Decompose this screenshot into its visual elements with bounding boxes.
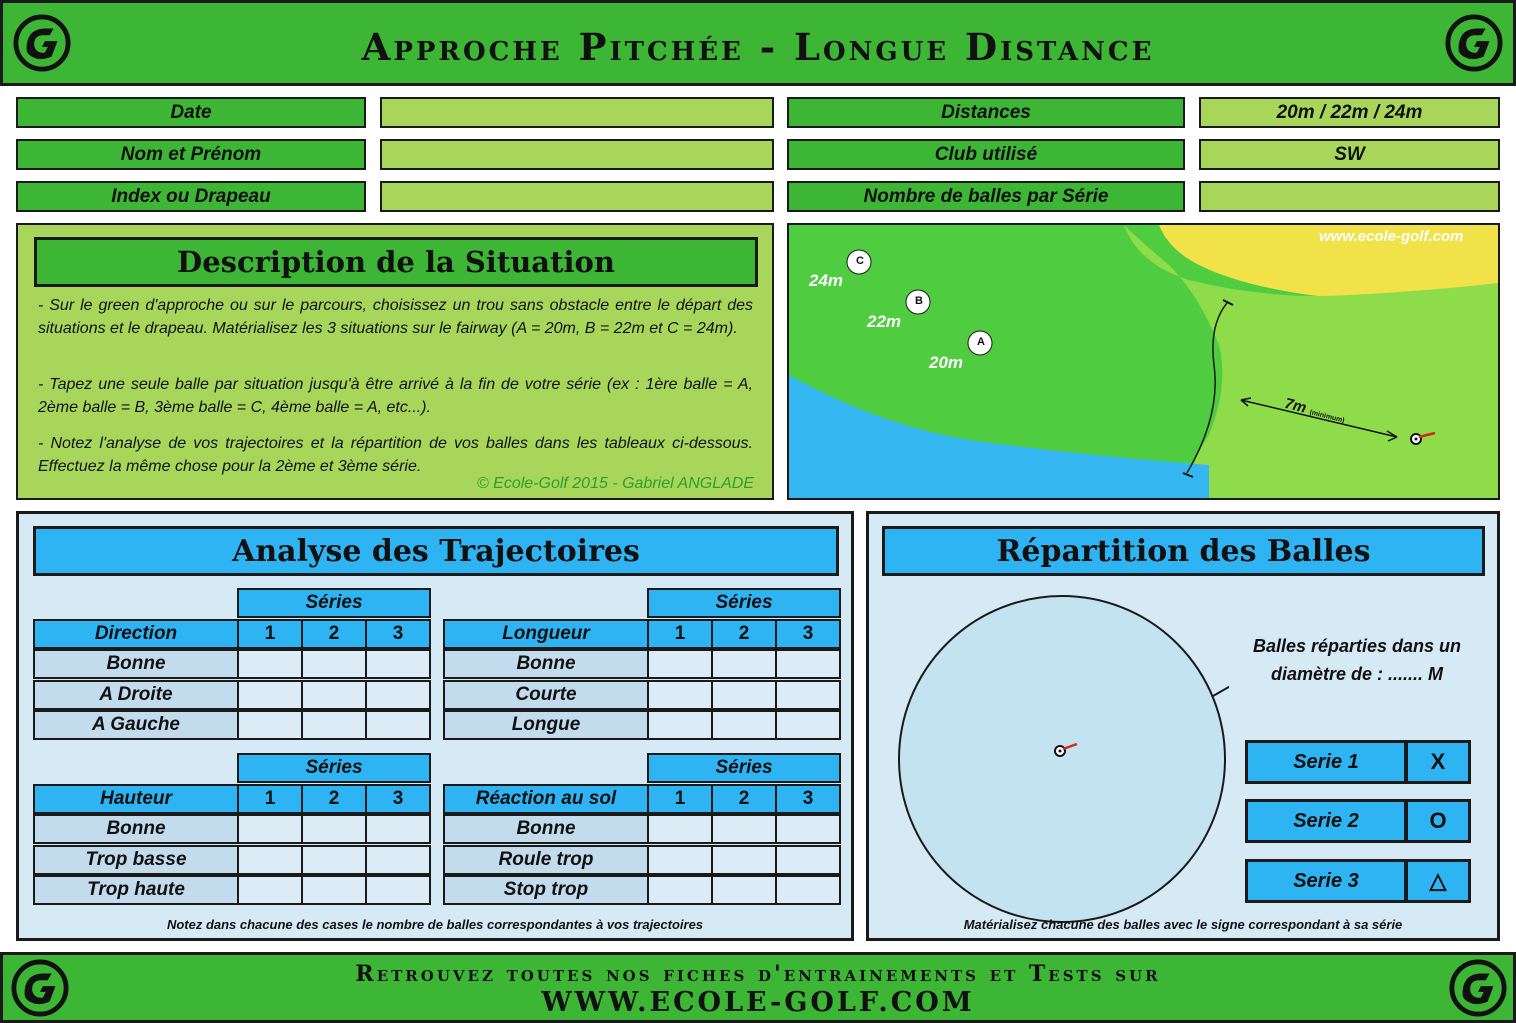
balls-per-series-field[interactable]: [1199, 181, 1500, 212]
target-circle: [895, 592, 1229, 926]
table-input-cell[interactable]: [647, 649, 713, 679]
table-input-cell[interactable]: [365, 845, 431, 875]
table-row-label: Bonne: [443, 649, 649, 679]
series-column-1: 1: [647, 619, 713, 649]
footer-website-link[interactable]: WWW.ECOLE-GOLF.COM: [541, 987, 975, 1018]
table-header-1: Longueur: [443, 619, 649, 649]
marker-a-letter: A: [977, 336, 985, 348]
marker-b-distance: 22m: [867, 312, 902, 331]
table-row-label: Roule trop: [443, 845, 649, 875]
description-paragraph-3: - Notez l'analyse de vos trajectoires et la répartition de vos balles dans les tableaux ci-dessous. Effectuez la même chose pour la 2ème et 3ème série.: [38, 435, 753, 475]
repartition-title: Répartition des Balles: [882, 526, 1485, 576]
serie-1-label: Serie 1: [1245, 740, 1407, 784]
marker-c-letter: C: [856, 255, 864, 267]
table-input-cell[interactable]: [365, 649, 431, 679]
description-paragraph-2: - Tapez une seule balle par situation jusqu'à être arrivé à la fin de votre série (ex : 1ère balle = A, 2ème balle = B, 3ème balle = C, 4ème balle = A, etc...).: [38, 376, 753, 416]
club-value: SW: [1199, 139, 1500, 170]
table-input-cell[interactable]: [365, 710, 431, 740]
table-input-cell[interactable]: [301, 710, 367, 740]
marker-a-distance: 20m: [929, 353, 964, 372]
distances-value: 20m / 22m / 24m: [1199, 97, 1500, 128]
table-input-cell[interactable]: [365, 680, 431, 710]
marker-b-letter: B: [915, 295, 923, 307]
table-row-label: Bonne: [443, 814, 649, 844]
footer-band: [0, 952, 1516, 1023]
name-field[interactable]: [380, 139, 774, 170]
table-input-cell[interactable]: [775, 845, 841, 875]
diameter-note: Balles réparties dans un diamètre de : ....... M: [1252, 636, 1462, 684]
ecole-golf-logo-icon: [1449, 959, 1507, 1017]
repartition-note: Matérialisez chacune des balles avec le signe correspondant à sa série: [963, 917, 1403, 932]
series-column-3: 3: [775, 619, 841, 649]
series-column-1: 1: [647, 784, 713, 814]
distance-arrow-label: 7m (minimum): [1282, 395, 1346, 425]
table-input-cell[interactable]: [711, 845, 777, 875]
repartition-panel: [866, 511, 1500, 941]
table-input-cell[interactable]: [301, 680, 367, 710]
table-input-cell[interactable]: [647, 845, 713, 875]
serie-3-symbol: △: [1405, 859, 1471, 903]
table-input-cell[interactable]: [301, 845, 367, 875]
header-band: [0, 0, 1516, 86]
marker-c-distance: 24m: [809, 271, 844, 290]
table-row-label: Stop trop: [443, 875, 649, 905]
page-title: Approche Pitchée - Longue Distance: [361, 25, 1155, 69]
table-input-cell[interactable]: [775, 680, 841, 710]
table-input-cell[interactable]: [647, 680, 713, 710]
table-input-cell[interactable]: [775, 649, 841, 679]
serie-1-symbol: X: [1405, 740, 1471, 784]
series-header: Séries: [647, 588, 841, 618]
table-input-cell[interactable]: [237, 875, 303, 905]
table-input-cell[interactable]: [775, 710, 841, 740]
series-column-2: 2: [711, 784, 777, 814]
series-header: Séries: [237, 753, 431, 783]
table-input-cell[interactable]: [647, 814, 713, 844]
table-input-cell[interactable]: [237, 710, 303, 740]
flag-hole-icon: [1052, 739, 1088, 759]
table-row-label: Trop basse: [33, 845, 239, 875]
table-header-3: Réaction au sol: [443, 784, 649, 814]
club-label: Club utilisé: [787, 139, 1185, 170]
series-column-2: 2: [301, 784, 367, 814]
table-input-cell[interactable]: [237, 680, 303, 710]
series-column-1: 1: [237, 619, 303, 649]
table-header-2: Hauteur: [33, 784, 239, 814]
situation-map-drawing: [789, 225, 1498, 498]
series-column-1: 1: [237, 784, 303, 814]
series-column-3: 3: [365, 784, 431, 814]
description-paragraph-1: - Sur le green d'approche ou sur le parcours, choisissez un trou sans obstacle entre le départ des situations et le drapeau. Matérialisez les 3 situations sur le fairway (A = 20m, B = 22m et C = 24m).: [38, 297, 753, 337]
website-watermark: www.ecole-golf.com: [1319, 228, 1464, 245]
balls-per-series-label: Nombre de balles par Série: [787, 181, 1185, 212]
table-input-cell[interactable]: [237, 649, 303, 679]
series-header: Séries: [647, 753, 841, 783]
ecole-golf-logo-icon: [1445, 14, 1503, 72]
date-label: Date: [16, 97, 366, 128]
table-input-cell[interactable]: [775, 814, 841, 844]
serie-2-symbol: O: [1405, 799, 1471, 843]
table-row-label: A Gauche: [33, 710, 239, 740]
description-box: [16, 223, 774, 500]
series-column-3: 3: [775, 784, 841, 814]
table-input-cell[interactable]: [301, 875, 367, 905]
table-input-cell[interactable]: [237, 814, 303, 844]
table-input-cell[interactable]: [711, 814, 777, 844]
copyright-text: © Ecole-Golf 2015 - Gabriel ANGLADE: [476, 475, 754, 492]
footer-line-1: Retrouvez toutes nos fiches d'entrainements et Tests sur: [355, 961, 1161, 987]
index-field[interactable]: [380, 181, 774, 212]
table-input-cell[interactable]: [237, 845, 303, 875]
table-input-cell[interactable]: [711, 680, 777, 710]
table-row-label: Courte: [443, 680, 649, 710]
table-input-cell[interactable]: [301, 649, 367, 679]
analysis-note: Notez dans chacune des cases le nombre de balles correspondantes à vos trajectoires: [166, 917, 704, 932]
series-column-3: 3: [365, 619, 431, 649]
distances-label: Distances: [787, 97, 1185, 128]
table-input-cell[interactable]: [711, 710, 777, 740]
analysis-panel: [16, 511, 854, 941]
table-row-label: A Droite: [33, 680, 239, 710]
analysis-title: Analyse des Trajectoires: [33, 526, 839, 576]
series-column-2: 2: [301, 619, 367, 649]
table-input-cell[interactable]: [711, 875, 777, 905]
table-row-label: Bonne: [33, 649, 239, 679]
description-title: Description de la Situation: [34, 237, 758, 287]
table-row-label: Trop haute: [33, 875, 239, 905]
table-input-cell[interactable]: [711, 649, 777, 679]
table-input-cell[interactable]: [647, 710, 713, 740]
table-input-cell[interactable]: [775, 875, 841, 905]
table-input-cell[interactable]: [365, 875, 431, 905]
date-field[interactable]: [380, 97, 774, 128]
index-label: Index ou Drapeau: [16, 181, 366, 212]
table-input-cell[interactable]: [365, 814, 431, 844]
name-label: Nom et Prénom: [16, 139, 366, 170]
table-row-label: Longue: [443, 710, 649, 740]
table-row-label: Bonne: [33, 814, 239, 844]
table-input-cell[interactable]: [647, 875, 713, 905]
table-header-0: Direction: [33, 619, 239, 649]
serie-3-label: Serie 3: [1245, 859, 1407, 903]
series-column-2: 2: [711, 619, 777, 649]
situation-map: [787, 223, 1500, 500]
table-input-cell[interactable]: [301, 814, 367, 844]
serie-2-label: Serie 2: [1245, 799, 1407, 843]
series-header: Séries: [237, 588, 431, 618]
